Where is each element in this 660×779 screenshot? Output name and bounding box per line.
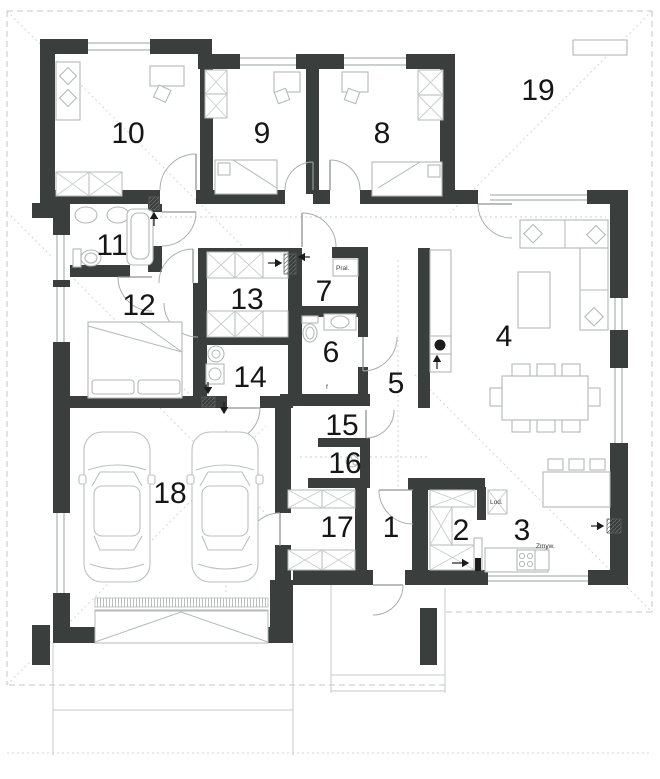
garage-door-threshold <box>95 598 268 607</box>
window <box>53 513 70 593</box>
room-14-utility <box>206 346 224 384</box>
kitchen-island <box>543 472 610 507</box>
sink-icon <box>208 346 224 362</box>
window <box>53 287 70 342</box>
hob-icon <box>517 550 535 570</box>
bar-stool-icon <box>548 459 563 470</box>
garage-door-icon <box>95 610 268 643</box>
window <box>240 54 296 69</box>
room-label-5: 5 <box>387 367 405 400</box>
room-label-4: 4 <box>495 320 513 353</box>
toilet-icon <box>73 249 81 267</box>
toilet-icon <box>302 316 318 323</box>
coffee-table-icon <box>518 272 550 328</box>
room-label-8: 8 <box>373 117 391 150</box>
dishwasher-label: Zmyw. <box>536 543 555 550</box>
gate-pillar <box>32 625 50 665</box>
bar-stool-icon <box>569 459 584 470</box>
room-label-10: 10 <box>111 117 145 150</box>
room-label-3: 3 <box>513 514 531 547</box>
room-3-kitchen <box>485 459 610 572</box>
terrace-marker <box>573 40 627 55</box>
room-label-17: 17 <box>320 511 354 544</box>
room-label-14: 14 <box>233 361 267 394</box>
room-label-7: 7 <box>315 275 333 308</box>
room-9 <box>205 70 300 194</box>
door <box>330 160 360 190</box>
door <box>160 154 196 190</box>
room-label-13: 13 <box>230 283 264 316</box>
room-label-6: 6 <box>322 336 340 369</box>
room-19-terrace <box>573 40 627 55</box>
driveway <box>53 643 293 755</box>
window <box>488 572 588 585</box>
room-label-19: 19 <box>521 74 555 107</box>
door <box>159 249 193 283</box>
window <box>88 39 150 54</box>
door <box>302 213 336 247</box>
window <box>610 298 628 330</box>
room-label-2: 2 <box>452 514 470 547</box>
floor-drain-label: f <box>326 384 328 391</box>
terrace-sliding-window <box>490 190 587 204</box>
room-4-living <box>430 220 608 432</box>
entrance-door <box>373 585 403 615</box>
sink-icon <box>107 207 129 223</box>
window <box>344 54 406 69</box>
room-label-15: 15 <box>325 409 359 442</box>
room-12-bedroom <box>88 322 182 398</box>
sink-icon <box>75 207 97 223</box>
door <box>363 337 397 371</box>
terrace-door <box>478 204 512 238</box>
porch-pillar <box>420 608 437 665</box>
washer-label: Pral. <box>336 265 350 272</box>
fridge-label: Lod. <box>490 499 503 506</box>
room-label-9: 9 <box>253 117 271 150</box>
room-label-12: 12 <box>122 289 156 322</box>
window <box>610 368 628 443</box>
room-label-16: 16 <box>328 447 362 480</box>
bar-stool-icon <box>590 459 605 470</box>
room-label-1: 1 <box>382 511 400 544</box>
window <box>53 235 70 280</box>
room-label-18: 18 <box>153 477 187 510</box>
dining-table-icon <box>502 376 588 420</box>
dishwasher-icon <box>535 550 549 570</box>
room-18-garage <box>79 432 268 643</box>
door <box>366 410 394 438</box>
room-label-11: 11 <box>96 229 128 262</box>
